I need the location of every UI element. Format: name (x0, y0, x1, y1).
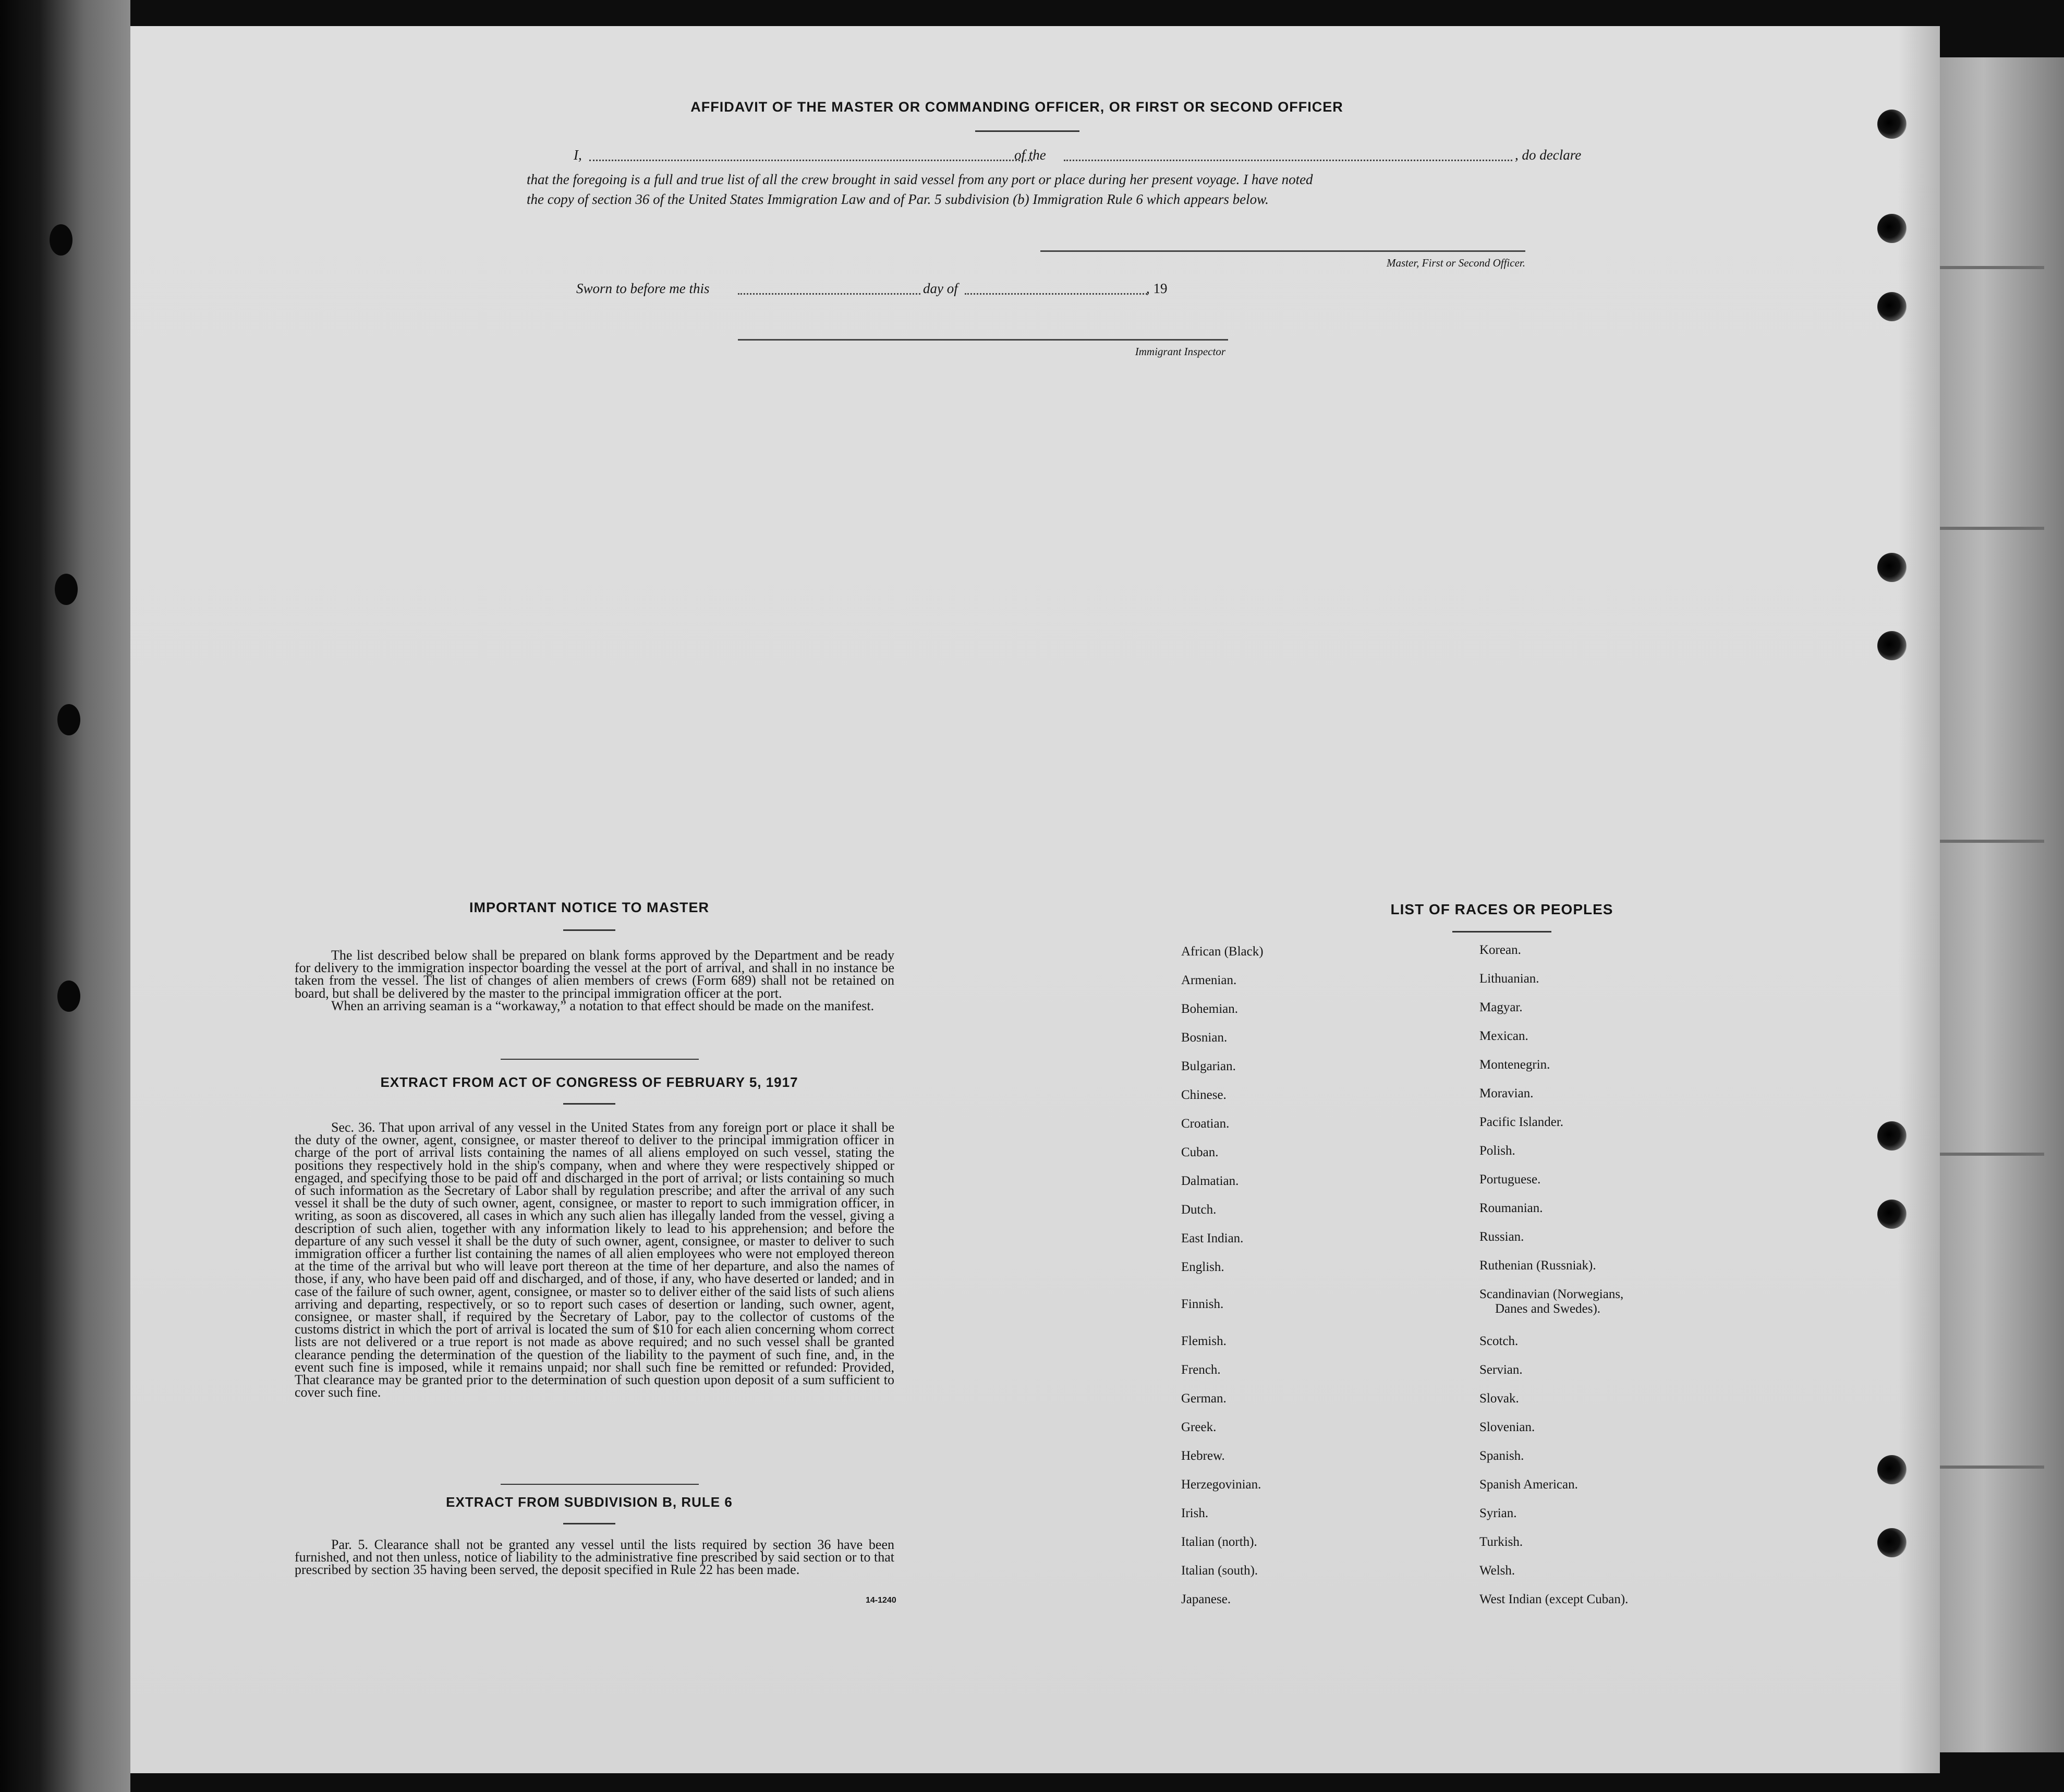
punch-hole (1877, 292, 1907, 321)
extract-act-text (295, 1121, 894, 1399)
punch-hole (1877, 1200, 1907, 1229)
punch-hole (1877, 1455, 1907, 1484)
of-the-label: of the (1014, 147, 1046, 163)
races-left-column (1181, 944, 1442, 1622)
sworn-month-field[interactable] (965, 293, 1147, 295)
race-item: Spanish. (1479, 1449, 1524, 1463)
race-item: Polish. (1479, 1144, 1515, 1158)
binder-hole (57, 980, 80, 1012)
punch-hole (1877, 214, 1907, 243)
race-item: Pacific Islander. (1479, 1115, 1564, 1129)
sec-36-paragraph: Sec. 36. That upon arrival of any vessel in the United States from any foreign port or place it shall be the duty of the owner, agent, consignee, or master thereof to deliver to the principal immigration officer in charge of the port of arrival lists containing the names of all aliens employed on such vessel, stating the positions they respectively hold in the ship's company, when and where they were respectively shipped or engaged, and specifying those to be paid off and discharged in the port of arrival; or lists containing so much of such information as the Secretary of Labor shall by regulation prescribe; and after the arrival of any such vessel it shall be the duty of such owner, agent, consignee, or master to report to such immigration officer, in writing, as soon as discovered, all cases in which any such alien has illegally landed from the vessel, giving a description of such alien, together with any information likely to lead to his apprehension; and before the departure of any such vessel it shall be the duty of such owner, agent, consignee, or master to deliver to such immigration officer a further list containing the names of all alien employees who were not employed thereon at the time of the arrival but who will leave port thereon at the time of her departure, and also the names of those, if any, who have been paid off and discharged, and of those, if any, who have deserted or landed; and in case of the failure of such owner, agent, consignee, or master so to deliver either of the said lists of such aliens arriving and departing, respectively, or so to report such cases of desertion or landing, such owner, agent, consignee, or master shall, if required by the Secretary of Labor, pay to the collector of customs of the customs district in which the port of arrival is located the sum of $10 for each alien concerning whom correct lists are not delivered or a true report is not made as above required; and no such vessel shall be granted clearance pending the determination of the question of the liability to the payment of such fine, and, in the event such fine is imposed, while it remains unpaid; nor shall such fine be remitted or refunded: Provided, That clearance may be granted prior to the determination of such question upon deposit of a sum sufficient to cover such fine. (295, 1120, 894, 1400)
binder-hole (57, 704, 80, 735)
race-item: Danes and Swedes). (1495, 1302, 1601, 1316)
race-item: Greek. (1181, 1420, 1217, 1434)
notice-paragraph: When an arriving seaman is a “workaway,” a notation to that effect should be made on the manifest. (331, 998, 875, 1013)
race-item: German. (1181, 1391, 1227, 1406)
race-item: Dalmatian. (1181, 1174, 1239, 1188)
race-item: Lithuanian. (1479, 972, 1539, 986)
race-item: Spanish American. (1479, 1478, 1578, 1492)
punch-hole (1877, 1121, 1907, 1151)
extract-rule-text (295, 1539, 894, 1577)
race-item: East Indian. (1181, 1231, 1244, 1245)
par-5-paragraph: Par. 5. Clearance shall not be granted any vessel until the lists required by section 36 have been furnished, and not then unless, notice of liability to the administrative fine prescribed by said section or to that prescribed by section 35 having been served, the deposit specified in Rule 22 has been made. (295, 1537, 894, 1578)
race-item: Slovenian. (1479, 1420, 1535, 1434)
year-label: , 19 (1146, 281, 1168, 296)
divider (563, 929, 615, 931)
race-item: Servian. (1479, 1363, 1523, 1377)
race-item: Portuguese. (1479, 1172, 1541, 1186)
divider (563, 1523, 615, 1524)
name-field[interactable] (589, 160, 1033, 161)
punch-hole (1877, 553, 1907, 582)
extract-act-title: EXTRACT FROM ACT OF CONGRESS OF FEBRUARY 5, 1917 (380, 1074, 798, 1090)
race-item: Flemish. (1181, 1334, 1227, 1348)
race-item: Scotch. (1479, 1334, 1519, 1348)
divider (975, 130, 1079, 132)
affidavit-title: AFFIDAVIT OF THE MASTER OR COMMANDING OFFICER, OR FIRST OR SECOND OFFICER (690, 99, 1343, 115)
affidavit-body-line-1: that the foregoing is a full and true list of all the crew brought in said vessel from any port or place during her present voyage. I have noted (527, 172, 1313, 187)
day-of-label: day of (923, 281, 958, 296)
inspector-caption: Immigrant Inspector (1135, 345, 1225, 358)
punch-hole (1877, 110, 1907, 139)
race-item: Mexican. (1479, 1029, 1528, 1043)
race-item: Ruthenian (Russniak). (1479, 1258, 1596, 1273)
race-item: Italian (south). (1181, 1564, 1258, 1578)
signature-caption: Master, First or Second Officer. (1387, 257, 1525, 269)
extract-rule-title: EXTRACT FROM SUBDIVISION B, RULE 6 (446, 1494, 733, 1510)
do-declare-label: , do declare (1515, 147, 1582, 163)
binder-hole (55, 574, 78, 605)
race-item: Bosnian. (1181, 1031, 1228, 1045)
race-item: Japanese. (1181, 1592, 1231, 1606)
race-item: Hebrew. (1181, 1449, 1225, 1463)
race-item: Croatian. (1181, 1117, 1230, 1131)
race-item: West Indian (except Cuban). (1479, 1592, 1629, 1606)
race-item: English. (1181, 1260, 1224, 1274)
race-item: Irish. (1181, 1506, 1209, 1520)
race-item: Roumanian. (1479, 1201, 1543, 1215)
notice-title: IMPORTANT NOTICE TO MASTER (469, 900, 709, 915)
race-item: Bohemian. (1181, 1002, 1239, 1016)
underlying-page (1929, 57, 2064, 1752)
race-item: Scandinavian (Norwegians, (1479, 1287, 1624, 1301)
race-item: Moravian. (1479, 1086, 1534, 1100)
race-item: Welsh. (1479, 1564, 1515, 1578)
race-item: Russian. (1479, 1230, 1524, 1244)
race-item: Dutch. (1181, 1203, 1217, 1217)
manifest-sheet (130, 26, 1940, 1773)
sworn-label: Sworn to before me this (576, 281, 710, 296)
race-item: Korean. (1479, 943, 1521, 957)
notice-text (295, 949, 894, 1012)
races-right-column (1479, 942, 1771, 1620)
races-title: LIST OF RACES OR PEOPLES (1390, 901, 1613, 917)
race-item: Finnish. (1181, 1297, 1224, 1311)
divider (1452, 931, 1551, 933)
race-item: Chinese. (1181, 1088, 1227, 1102)
punch-hole (1877, 631, 1907, 660)
race-item: Magyar. (1479, 1000, 1523, 1014)
divider (501, 1484, 699, 1485)
sworn-day-field[interactable] (738, 293, 920, 295)
affidavit-body-line-2: the copy of section 36 of the United States Immigration Law and of Par. 5 subdivision (b) Immigration Rule 6 which appears below. (527, 191, 1269, 207)
divider (501, 1059, 699, 1060)
race-item: African (Black) (1181, 945, 1264, 959)
race-item: Bulgarian. (1181, 1059, 1236, 1073)
notice-paragraph: The list described below shall be prepared on blank forms approved by the Department and be ready for delivery to the immigration inspector boarding the vessel at the port of arrival, and shall in no instance be taken from the vessel. The list of changes of alien members of crews (Form 689) shall not be retained on board, but shall be delivered by the master to the principal immigration officer at the port. (295, 948, 894, 1001)
divider (563, 1103, 615, 1105)
master-signature-line[interactable] (1040, 250, 1525, 252)
race-item: Herzegovinian. (1181, 1478, 1261, 1492)
form-number: 14-1240 (866, 1596, 896, 1605)
race-item: Montenegrin. (1479, 1058, 1550, 1072)
race-item: Turkish. (1479, 1535, 1523, 1549)
vessel-field[interactable] (1064, 160, 1512, 161)
race-item: Italian (north). (1181, 1535, 1257, 1549)
punch-hole (1877, 1528, 1907, 1557)
affidavit-i-label: I, (574, 147, 582, 163)
race-item: French. (1181, 1363, 1221, 1377)
scan-left-edge (0, 0, 130, 1792)
race-item: Cuban. (1181, 1145, 1219, 1159)
race-item: Syrian. (1479, 1506, 1517, 1520)
binder-hole (50, 224, 72, 256)
race-item: Armenian. (1181, 973, 1237, 987)
race-item: Slovak. (1479, 1391, 1519, 1406)
inspector-signature-line[interactable] (738, 339, 1228, 341)
